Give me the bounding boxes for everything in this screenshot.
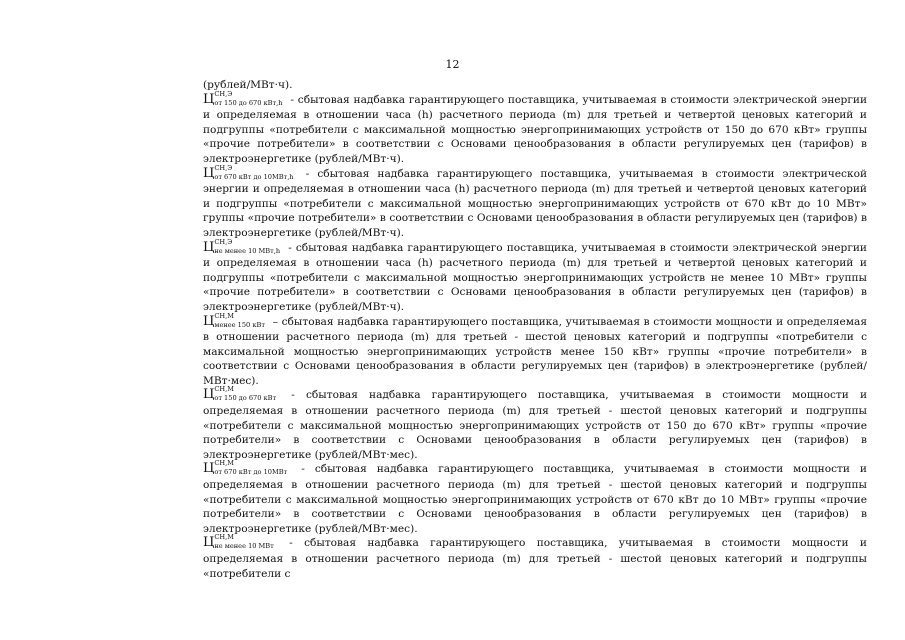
definition-text: сбытовая надбавка гарантирующего поставщика, учитываемая в стоимости электрической энергии и определяемая в отношении часа (h) расчетного периода (m) для третьей и четвертой ценовых категорий и подгруппы «потребители с максимальной мощностью энергопринимающих устройств от 150 до 670 кВт» группы «прочие потребители» в соответствии с Основами ценообразования в области регулируемых цен (тарифов) в электроэнергетике (рублей/МВт·ч). bbox=[203, 93, 868, 165]
definition-dash: - bbox=[305, 167, 310, 180]
symbol-superscript: СН,М bbox=[214, 459, 234, 468]
definition-paragraph bbox=[203, 385, 868, 462]
price-symbol bbox=[203, 459, 288, 477]
symbol-letter: Ц bbox=[203, 461, 215, 477]
symbol-letter: Ц bbox=[203, 91, 215, 107]
definition-text: сбытовая надбавка гарантирующего поставщика, учитываемая в стоимости мощности и определяемая в отношении расчетного периода (m) для третьей - шестой ценовых категорий и подгруппы «потребители с максимальной мощностью энергопринимающих устройств от 150 до 670 кВт» группы «прочие потребители» в соответствии с Основами ценообразования в области регулируемых цен (тарифов) в электроэнергетике (рублей/МВт·мес). bbox=[203, 389, 868, 461]
definition-paragraph bbox=[203, 459, 867, 536]
definition-dash: - bbox=[291, 389, 295, 402]
definition-paragraph bbox=[203, 89, 868, 167]
symbol-superscript: СН,М bbox=[214, 385, 234, 394]
definition-text: сбытовая надбавка гарантирующего поставщика, учитываемая в стоимости мощности и определяемая в отношении расчетного периода (m) для третьей - шестой ценовых категорий и подгруппы «потребители с максимальной мощностью энергопринимающих устройств от 670 кВт до 10 МВт» группы «прочие потребители» в соответствии с Основами ценообразования в области регулируемых цен (тарифов) в электроэнергетике (рублей/МВт·мес). bbox=[203, 463, 867, 535]
definition-text: сбытовая надбавка гарантирующего поставщика, учитываемая в стоимости мощности и определяемая в отношении расчетного периода (m) для третьей - шестой ценовых категорий и подгруппы «потребители с bbox=[203, 537, 867, 580]
definition-paragraph bbox=[203, 163, 868, 241]
definition-dash: - bbox=[289, 537, 293, 550]
symbol-subscript: от 670 кВт до 10МВт bbox=[214, 468, 288, 477]
symbol-superscript: СН,М bbox=[214, 311, 234, 320]
price-symbol bbox=[203, 385, 277, 403]
symbol-superscript: СН,Э bbox=[214, 89, 233, 98]
definition-paragraph bbox=[203, 533, 867, 581]
symbol-subscript: от 150 до 670 кВт,h bbox=[214, 98, 283, 107]
price-symbol bbox=[203, 237, 281, 256]
definition-dash: – bbox=[272, 315, 278, 328]
symbol-letter: Ц bbox=[203, 387, 215, 403]
symbol-letter: Ц bbox=[203, 535, 215, 551]
definition-text: сбытовая надбавка гарантирующего поставщика, учитываемая в стоимости электрической энергии и определяемая в отношении часа (h) расчетного периода (m) для третьей и четвертой ценовых категорий и подгруппы «потребители с максимальной мощностью энергопринимающих устройств не менее 10 МВт» группы «прочие потребители» в соответствии с Основами ценообразования в области регулируемых цен (тарифов) в электроэнергетике (рублей/МВт·ч). bbox=[203, 241, 867, 313]
body-text bbox=[203, 78, 867, 581]
symbol-subscript: от 670 кВт до 10МВт,h bbox=[214, 172, 294, 181]
price-symbol bbox=[203, 89, 283, 108]
symbol-superscript: СН,Э bbox=[214, 163, 233, 172]
symbol-letter: Ц bbox=[203, 313, 215, 329]
definition-paragraph bbox=[203, 237, 867, 315]
symbol-letter: Ц bbox=[203, 165, 215, 181]
definition-dash: - bbox=[290, 93, 294, 106]
price-symbol bbox=[203, 533, 274, 551]
price-symbol bbox=[203, 311, 265, 330]
definition-text: сбытовая надбавка гарантирующего поставщика, учитываемая в стоимости мощности и определяемая в отношении расчетного периода (m) для третьей - шестой ценовых категорий и подгруппы «потребители с максимальной мощностью энергопринимающих устройств менее 150 кВт» группы «прочие потребители» в соответствии с Основами ценообразования в области регулируемых цен (тарифов) в электроэнергетике (рублей/МВт·мес). bbox=[203, 315, 868, 387]
symbol-subscript: не менее 10 МВт bbox=[214, 542, 274, 551]
page-number: 12 bbox=[445, 58, 460, 71]
symbol-superscript: СН,Э bbox=[214, 237, 233, 246]
definition-dash: - bbox=[301, 463, 305, 476]
definition-dash: - bbox=[288, 241, 292, 254]
price-symbol bbox=[203, 163, 294, 182]
symbol-subscript: не менее 10 МВт,h bbox=[214, 246, 281, 255]
opening-unit: (рублей/МВт·ч). bbox=[203, 79, 293, 91]
symbol-subscript: менее 150 кВт bbox=[214, 320, 265, 329]
definition-text: сбытовая надбавка гарантирующего поставщика, учитываемая в стоимости электрической энергии и определяемая в отношении часа (h) расчетного периода (m) для третьей и четвертой ценовых категорий и подгруппы «потребители с максимальной мощностью энергопринимающих устройств от 670 кВт до 10 МВт» группы «прочие потребители» в соответствии с Основами ценообразования в области регулируемых цен (тарифов) в электроэнергетике (рублей/МВт·ч). bbox=[203, 167, 868, 239]
symbol-superscript: СН,М bbox=[214, 533, 234, 542]
symbol-subscript: от 150 до 670 кВт bbox=[214, 394, 277, 403]
symbol-letter: Ц bbox=[203, 239, 215, 255]
definition-paragraph bbox=[203, 311, 868, 389]
